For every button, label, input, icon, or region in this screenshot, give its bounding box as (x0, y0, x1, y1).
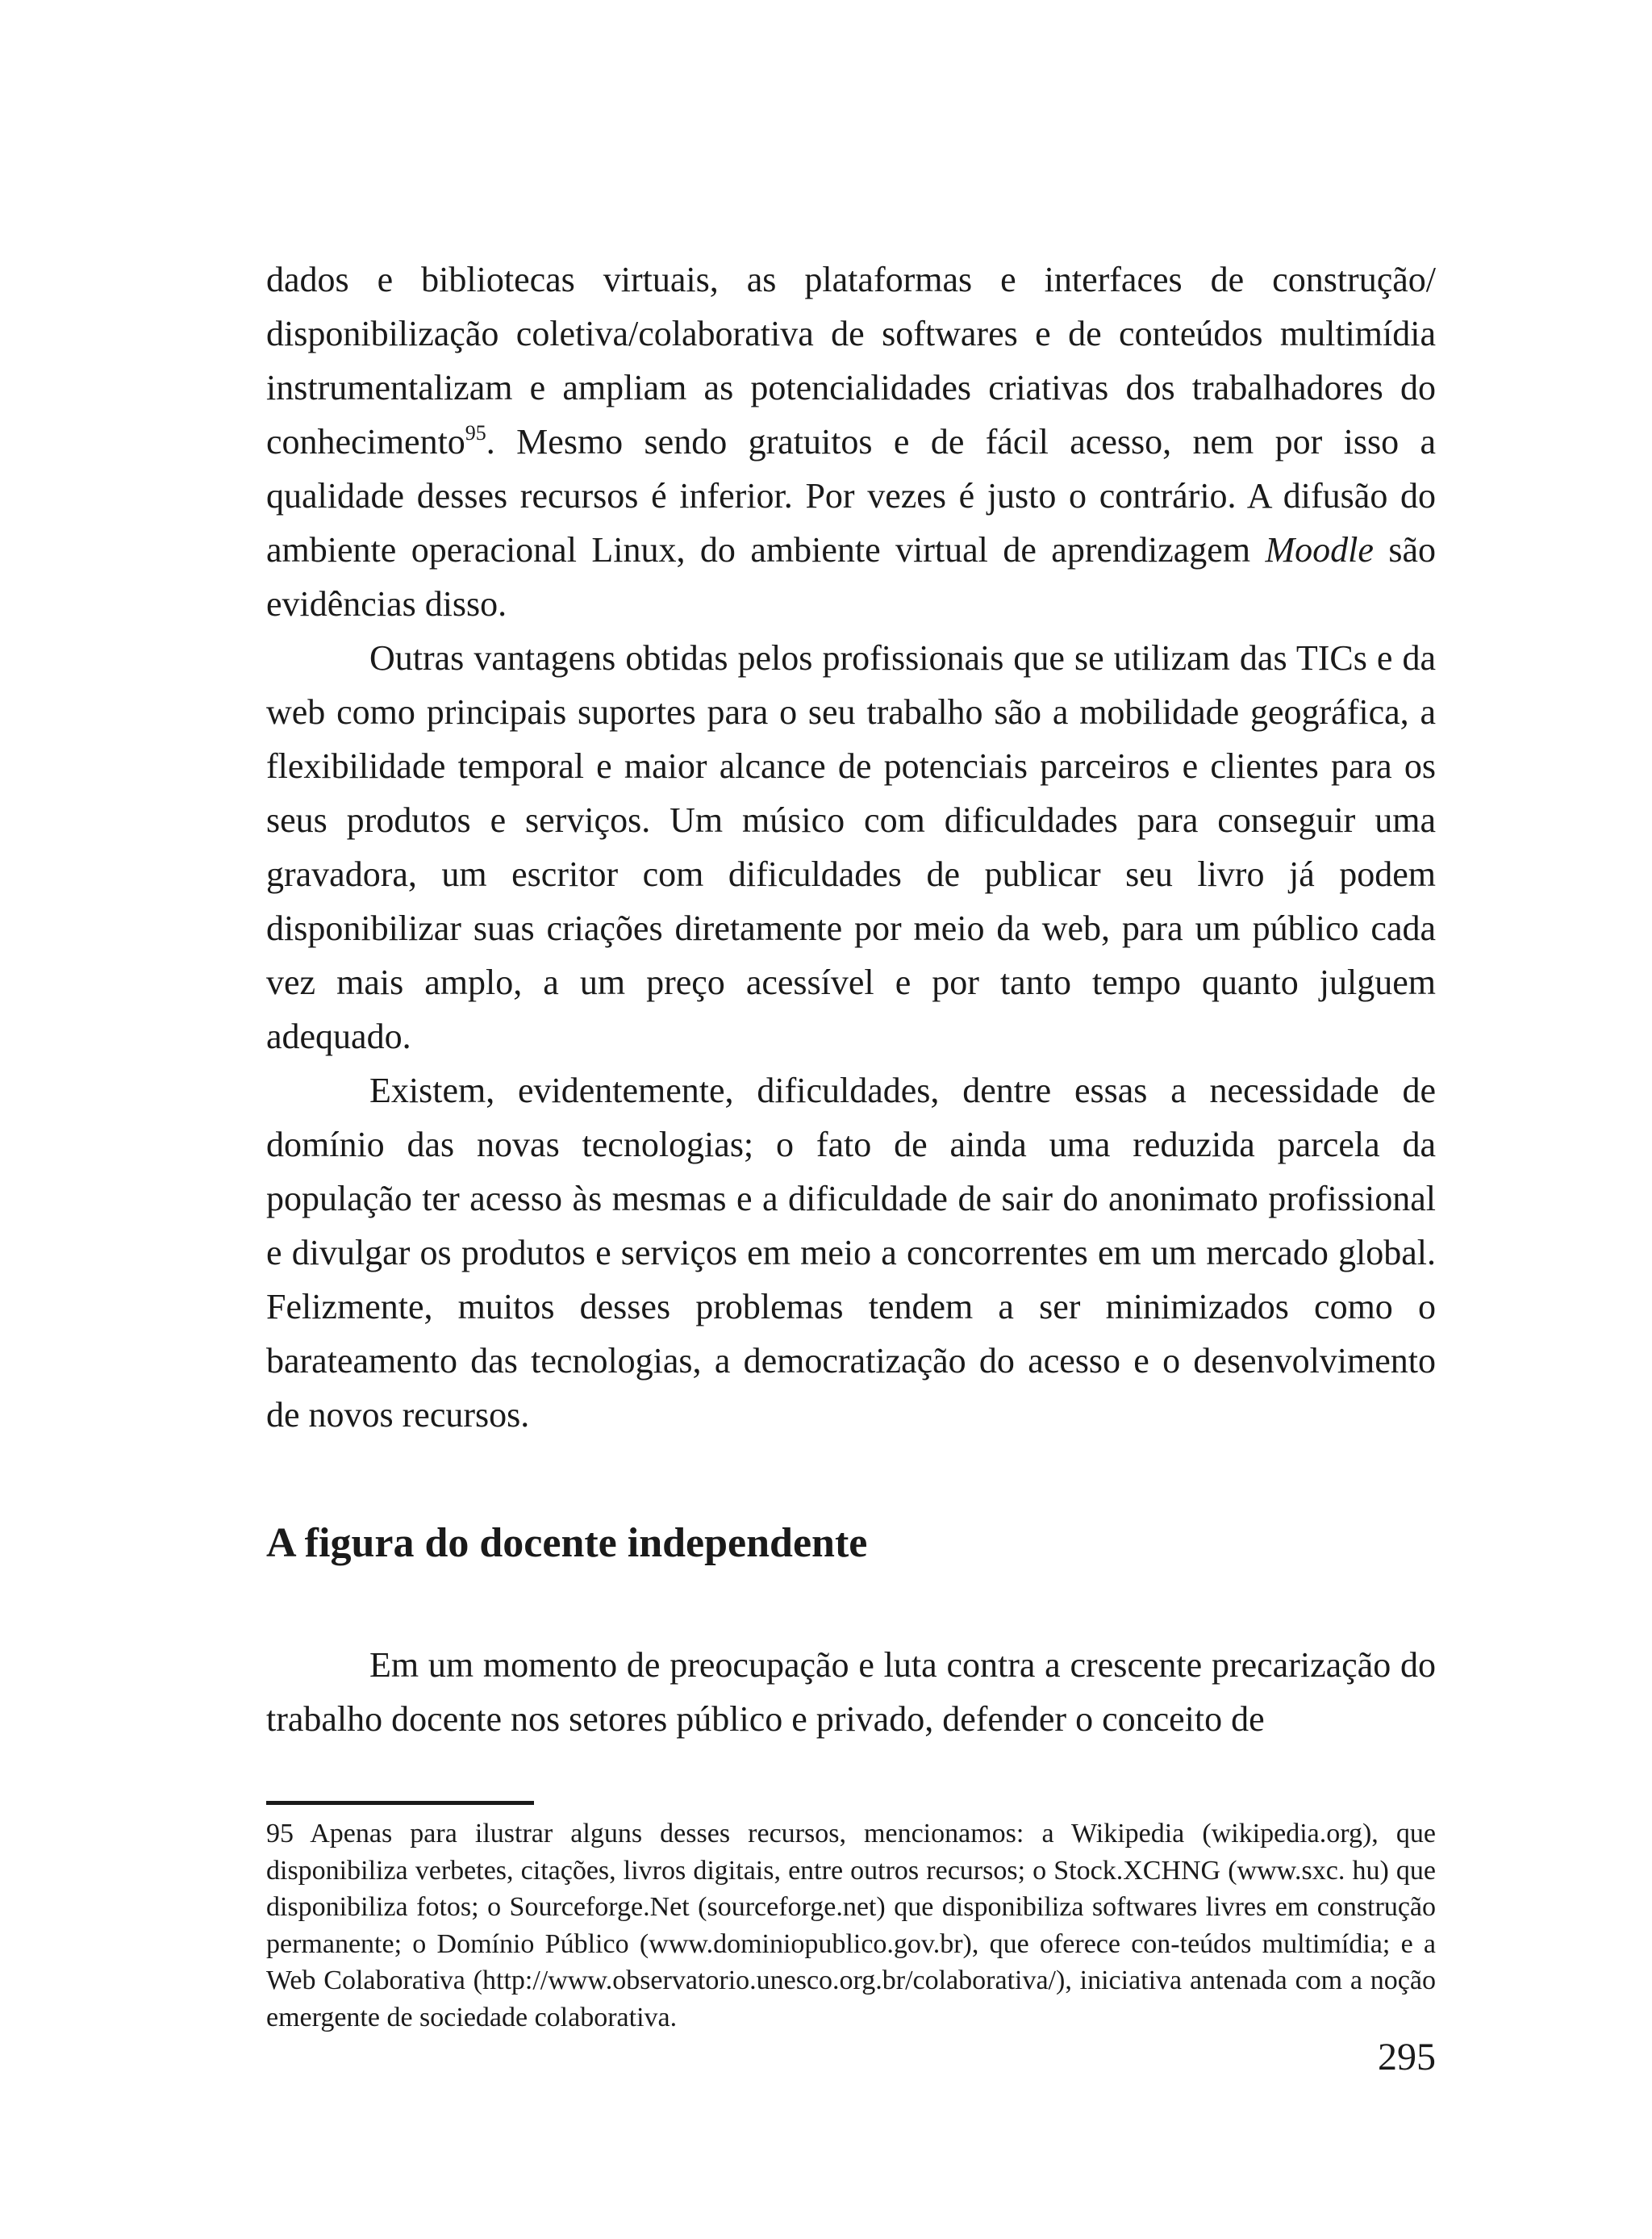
paragraph-1-before: dados e bibliotecas virtuais, as plataformas e interfaces de construção/ disponibilização coletiva/colaborativa de softwares e de conteúdos multimídia instrumentalizam e ampliam as potencialidades criativas dos trabalhadores do conhecimento (266, 260, 1436, 462)
paragraph-1-after: são evidências disso. (266, 530, 1436, 624)
footnote-reference[interactable]: 95 (465, 421, 486, 445)
body-text-section (266, 1638, 1436, 1746)
paragraph-3: Existem, evidentemente, dificuldades, dentre essas a necessidade de domínio das novas tecnologias; o fato de ainda uma reduzida parcela da população ter acesso às mesmas e a dificuldade de sair do anonimato profissional e divulgar os produtos e serviços em meio a concorrentes em um mercado global. Felizmente, muitos desses problemas tendem a ser minimizados como o barateamento das tecnologias, a democratização do acesso e o desenvolvimento de novos recursos. (266, 1071, 1436, 1435)
section-heading: A figura do docente independente (266, 1520, 868, 1566)
footnote-divider (266, 1801, 534, 1805)
body-text-top (266, 253, 1436, 1442)
section-paragraph: Em um momento de preocupação e luta contra a crescente precarização do trabalho docente nos setores público e privado, defender o conceito de (266, 1645, 1436, 1739)
paragraph-1-italic: Moodle (1265, 530, 1374, 570)
paragraph-1 (266, 253, 1436, 631)
paragraph-1-middle: . Mesmo sendo gratuitos e de fácil acesso, nem por isso a qualidade desses recursos é inferior. Por vezes é justo o contrário. A difusão do ambiente operacional Linux, do ambiente virtual de aprendizagem (266, 422, 1436, 570)
paragraph-2: Outras vantagens obtidas pelos profissionais que se utilizam das TICs e da web como principais suportes para o seu trabalho são a mobilidade geográfica, a flexibilidade temporal e maior alcance de potenciais parceiros e clientes para os seus produtos e serviços. Um músico com dificuldades para conseguir uma gravadora, um escritor com dificuldades de publicar seu livro já podem disponibilizar suas criações diretamente por meio da web, para um público cada vez mais amplo, a um preço acessível e por tanto tempo quanto julguem adequado. (266, 638, 1436, 1056)
page-number: 295 (1378, 2036, 1436, 2078)
footnote-95: 95 Apenas para ilustrar alguns desses recursos, mencionamos: a Wikipedia (wikipedia.org), que disponibiliza verbetes, citações, livros digitais, entre outros recursos; o Stock.XCHNG (www.sxc. hu) que disponibiliza fotos; o Sourceforge.Net (sourceforge.net) que disponibiliza softwares livres em construção permanente; o Domínio Público (www.dominiopublico.gov.br), que oferece con-teúdos multimídia; e a Web Colaborativa (http://www.observatorio.unesco.org.br/colaborativa/), iniciativa antenada com a noção emergente de sociedade colaborativa. (266, 1819, 1436, 2032)
